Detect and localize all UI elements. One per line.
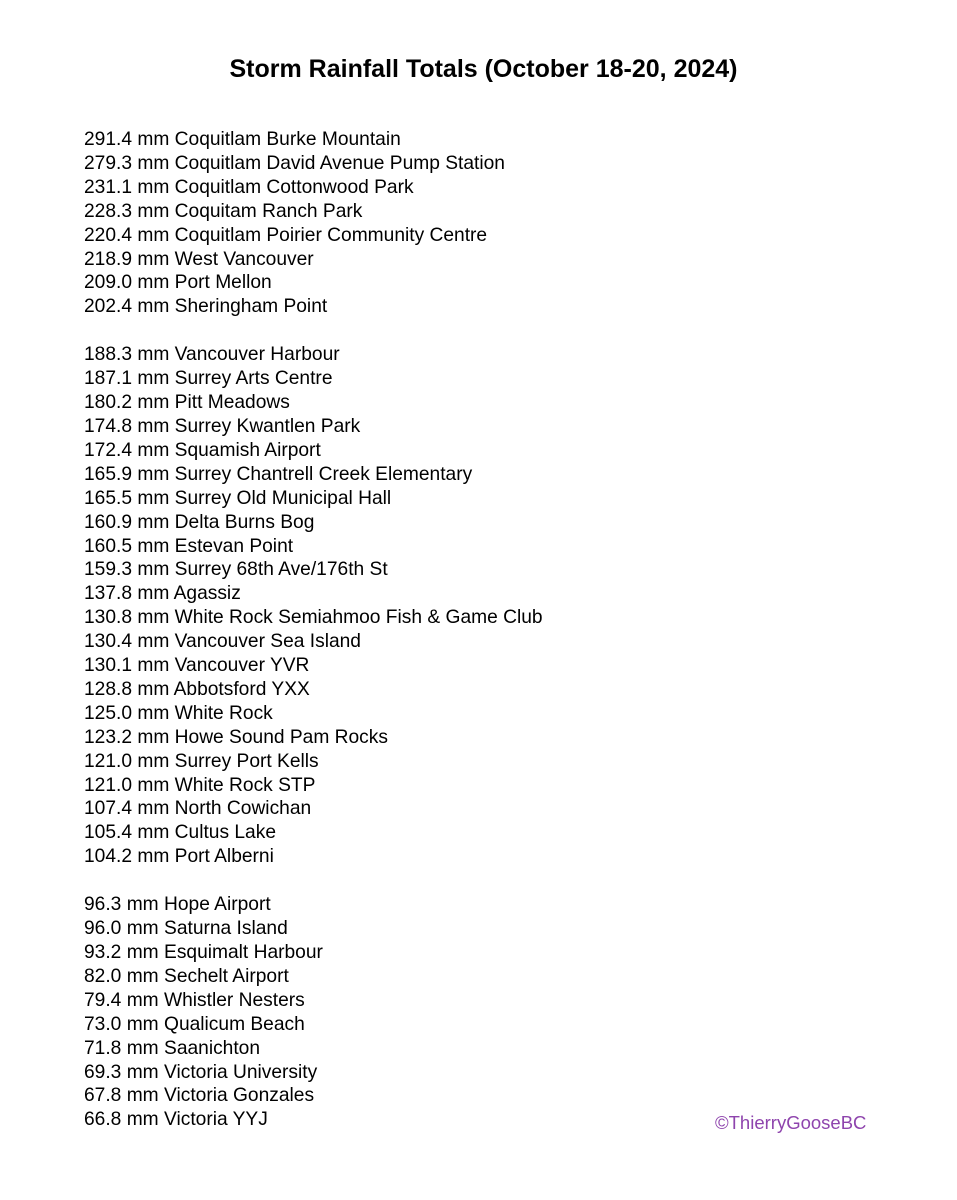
rainfall-value: 107.4 bbox=[84, 798, 133, 820]
rainfall-value: 180.2 bbox=[84, 392, 133, 414]
rainfall-value: 73.0 bbox=[84, 1013, 122, 1035]
station-name: Surrey Arts Centre bbox=[174, 368, 333, 390]
rainfall-value: 67.8 bbox=[84, 1085, 122, 1107]
rainfall-entry bbox=[84, 391, 543, 415]
rainfall-unit: mm bbox=[137, 487, 170, 509]
rainfall-value: 125.0 bbox=[84, 702, 133, 724]
rainfall-unit: mm bbox=[137, 846, 170, 868]
rainfall-entry bbox=[84, 845, 543, 869]
rainfall-value: 160.9 bbox=[84, 511, 133, 533]
rainfall-unit: mm bbox=[126, 1085, 159, 1107]
rainfall-unit: mm bbox=[137, 750, 170, 772]
rainfall-unit: mm bbox=[137, 798, 170, 820]
rainfall-entry bbox=[84, 989, 543, 1013]
rainfall-value: 71.8 bbox=[84, 1037, 122, 1059]
rainfall-value: 291.4 bbox=[84, 129, 133, 150]
rainfall-entry bbox=[84, 535, 543, 559]
rainfall-value: 209.0 bbox=[84, 272, 133, 294]
station-name: Delta Burns Bog bbox=[174, 511, 315, 533]
rainfall-entry bbox=[84, 295, 543, 319]
station-name: Victoria Gonzales bbox=[164, 1085, 315, 1107]
rainfall-entry bbox=[84, 606, 543, 630]
rainfall-unit: mm bbox=[137, 392, 170, 414]
station-name: Saanichton bbox=[164, 1037, 261, 1059]
rainfall-value: 159.3 bbox=[84, 559, 133, 581]
rainfall-entry bbox=[84, 439, 543, 463]
station-name: Abbotsford YXX bbox=[173, 678, 310, 700]
rainfall-entry bbox=[84, 1061, 543, 1085]
rainfall-entry bbox=[84, 343, 543, 367]
rainfall-unit: mm bbox=[137, 200, 170, 222]
rainfall-value: 66.8 bbox=[84, 1109, 122, 1131]
rainfall-value: 105.4 bbox=[84, 822, 133, 844]
rainfall-list bbox=[84, 128, 543, 1132]
rainfall-entry bbox=[84, 152, 543, 176]
rainfall-value: 174.8 bbox=[84, 415, 133, 437]
rainfall-entry bbox=[84, 511, 543, 535]
rainfall-value: 218.9 bbox=[84, 248, 133, 270]
station-name: Cultus Lake bbox=[174, 822, 276, 844]
station-name: Victoria University bbox=[164, 1061, 318, 1083]
rainfall-value: 104.2 bbox=[84, 846, 133, 868]
rainfall-entry bbox=[84, 367, 543, 391]
station-name: Surrey Kwantlen Park bbox=[174, 415, 361, 437]
rainfall-value: 165.9 bbox=[84, 463, 133, 485]
rainfall-group bbox=[84, 128, 543, 319]
rainfall-unit: mm bbox=[137, 678, 170, 700]
rainfall-value: 279.3 bbox=[84, 152, 133, 174]
rainfall-unit: mm bbox=[137, 655, 170, 677]
rainfall-value: 160.5 bbox=[84, 535, 133, 557]
rainfall-unit: mm bbox=[137, 224, 170, 246]
rainfall-unit: mm bbox=[137, 559, 170, 581]
station-name: White Rock Semiahmoo Fish & Game Club bbox=[174, 607, 543, 629]
rainfall-entry bbox=[84, 1108, 543, 1132]
rainfall-entry bbox=[84, 224, 543, 248]
rainfall-entry bbox=[84, 582, 543, 606]
rainfall-unit: mm bbox=[126, 989, 159, 1011]
rainfall-unit: mm bbox=[126, 894, 159, 916]
rainfall-unit: mm bbox=[126, 1109, 159, 1131]
rainfall-value: 121.0 bbox=[84, 774, 133, 796]
rainfall-entry bbox=[84, 248, 543, 272]
rainfall-entry bbox=[84, 1037, 543, 1061]
rainfall-entry bbox=[84, 941, 543, 965]
station-name: Saturna Island bbox=[164, 918, 288, 940]
station-name: North Cowichan bbox=[174, 798, 312, 820]
rainfall-unit: mm bbox=[126, 1061, 159, 1083]
rainfall-value: 220.4 bbox=[84, 224, 133, 246]
rainfall-unit: mm bbox=[137, 129, 170, 150]
rainfall-value: 82.0 bbox=[84, 965, 122, 987]
rainfall-value: 130.8 bbox=[84, 607, 133, 629]
rainfall-value: 121.0 bbox=[84, 750, 133, 772]
rainfall-unit: mm bbox=[137, 583, 170, 605]
station-name: Coquitam Ranch Park bbox=[174, 200, 363, 222]
station-name: Squamish Airport bbox=[174, 439, 321, 461]
rainfall-unit: mm bbox=[137, 176, 170, 198]
station-name: Pitt Meadows bbox=[174, 392, 290, 414]
rainfall-unit: mm bbox=[137, 631, 170, 653]
station-name: White Rock bbox=[174, 702, 273, 724]
rainfall-unit: mm bbox=[137, 415, 170, 437]
rainfall-unit: mm bbox=[137, 463, 170, 485]
rainfall-entry bbox=[84, 893, 543, 917]
rainfall-value: 172.4 bbox=[84, 439, 133, 461]
station-name: Estevan Point bbox=[174, 535, 294, 557]
rainfall-entry bbox=[84, 128, 543, 152]
rainfall-unit: mm bbox=[137, 248, 170, 270]
station-name: Sheringham Point bbox=[174, 296, 328, 318]
rainfall-entry bbox=[84, 965, 543, 989]
rainfall-value: 202.4 bbox=[84, 296, 133, 318]
station-name: Howe Sound Pam Rocks bbox=[174, 726, 388, 748]
page-title: Storm Rainfall Totals (October 18-20, 2024) bbox=[229, 55, 738, 83]
rainfall-value: 130.4 bbox=[84, 631, 133, 653]
station-name: Hope Airport bbox=[164, 894, 271, 916]
rainfall-entry bbox=[84, 558, 543, 582]
station-name: Coquitlam Poirier Community Centre bbox=[174, 224, 488, 246]
rainfall-unit: mm bbox=[137, 822, 170, 844]
rainfall-value: 128.8 bbox=[84, 678, 133, 700]
rainfall-unit: mm bbox=[137, 152, 170, 174]
rainfall-unit: mm bbox=[137, 702, 170, 724]
rainfall-entry bbox=[84, 654, 543, 678]
rainfall-value: 187.1 bbox=[84, 368, 133, 390]
rainfall-unit: mm bbox=[137, 726, 170, 748]
rainfall-unit: mm bbox=[137, 607, 170, 629]
station-name: Vancouver Harbour bbox=[174, 344, 340, 366]
rainfall-entry bbox=[84, 1013, 543, 1037]
rainfall-entry bbox=[84, 271, 543, 295]
rainfall-entry bbox=[84, 702, 543, 726]
station-name: Surrey Old Municipal Hall bbox=[174, 487, 392, 509]
rainfall-entry bbox=[84, 821, 543, 845]
rainfall-entry bbox=[84, 176, 543, 200]
rainfall-value: 231.1 bbox=[84, 176, 133, 198]
rainfall-unit: mm bbox=[126, 1013, 159, 1035]
rainfall-unit: mm bbox=[126, 1037, 159, 1059]
rainfall-entry bbox=[84, 726, 543, 750]
station-name: Whistler Nesters bbox=[164, 989, 305, 1011]
rainfall-unit: mm bbox=[137, 774, 170, 796]
credit-watermark: ©ThierryGooseBC bbox=[715, 1112, 867, 1133]
station-name: Port Alberni bbox=[174, 846, 274, 868]
station-name: Victoria YYJ bbox=[164, 1109, 268, 1131]
station-name: Vancouver YVR bbox=[174, 655, 310, 677]
rainfall-entry bbox=[84, 797, 543, 821]
rainfall-value: 188.3 bbox=[84, 344, 133, 366]
rainfall-unit: mm bbox=[137, 439, 170, 461]
station-name: Surrey Chantrell Creek Elementary bbox=[174, 463, 473, 485]
station-name: Qualicum Beach bbox=[164, 1013, 305, 1035]
rainfall-value: 228.3 bbox=[84, 200, 133, 222]
rainfall-entry bbox=[84, 917, 543, 941]
rainfall-value: 93.2 bbox=[84, 942, 122, 963]
rainfall-entry bbox=[84, 774, 543, 798]
rainfall-unit: mm bbox=[126, 965, 159, 987]
station-name: Surrey 68th Ave/176th St bbox=[174, 559, 388, 581]
rainfall-group bbox=[84, 343, 543, 869]
station-name: Esquimalt Harbour bbox=[164, 942, 323, 963]
rainfall-value: 96.3 bbox=[84, 894, 122, 916]
rainfall-unit: mm bbox=[137, 535, 170, 557]
rainfall-unit: mm bbox=[137, 296, 170, 318]
rainfall-unit: mm bbox=[137, 272, 170, 294]
rainfall-value: 137.8 bbox=[84, 583, 133, 605]
station-name: Port Mellon bbox=[174, 272, 272, 294]
rainfall-value: 130.1 bbox=[84, 655, 133, 677]
rainfall-entry bbox=[84, 750, 543, 774]
rainfall-unit: mm bbox=[137, 511, 170, 533]
station-name: Coquitlam Burke Mountain bbox=[174, 129, 401, 150]
rainfall-value: 69.3 bbox=[84, 1061, 122, 1083]
rainfall-entry bbox=[84, 463, 543, 487]
rainfall-group bbox=[84, 893, 543, 1132]
station-name: West Vancouver bbox=[174, 248, 314, 270]
station-name: Coquitlam Cottonwood Park bbox=[174, 176, 414, 198]
station-name: White Rock STP bbox=[174, 774, 316, 796]
rainfall-unit: mm bbox=[137, 368, 170, 390]
rainfall-unit: mm bbox=[126, 918, 159, 940]
rainfall-value: 123.2 bbox=[84, 726, 133, 748]
rainfall-value: 165.5 bbox=[84, 487, 133, 509]
station-name: Surrey Port Kells bbox=[174, 750, 319, 772]
rainfall-entry bbox=[84, 415, 543, 439]
rainfall-unit: mm bbox=[137, 344, 170, 366]
rainfall-value: 96.0 bbox=[84, 918, 122, 940]
rainfall-entry bbox=[84, 200, 543, 224]
rainfall-entry bbox=[84, 487, 543, 511]
station-name: Agassiz bbox=[173, 583, 241, 605]
rainfall-value: 79.4 bbox=[84, 989, 122, 1011]
rainfall-unit: mm bbox=[126, 942, 159, 963]
rainfall-entry bbox=[84, 1084, 543, 1108]
station-name: Vancouver Sea Island bbox=[174, 631, 361, 653]
station-name: Sechelt Airport bbox=[164, 965, 289, 987]
rainfall-entry bbox=[84, 630, 543, 654]
station-name: Coquitlam David Avenue Pump Station bbox=[174, 152, 505, 174]
rainfall-entry bbox=[84, 678, 543, 702]
